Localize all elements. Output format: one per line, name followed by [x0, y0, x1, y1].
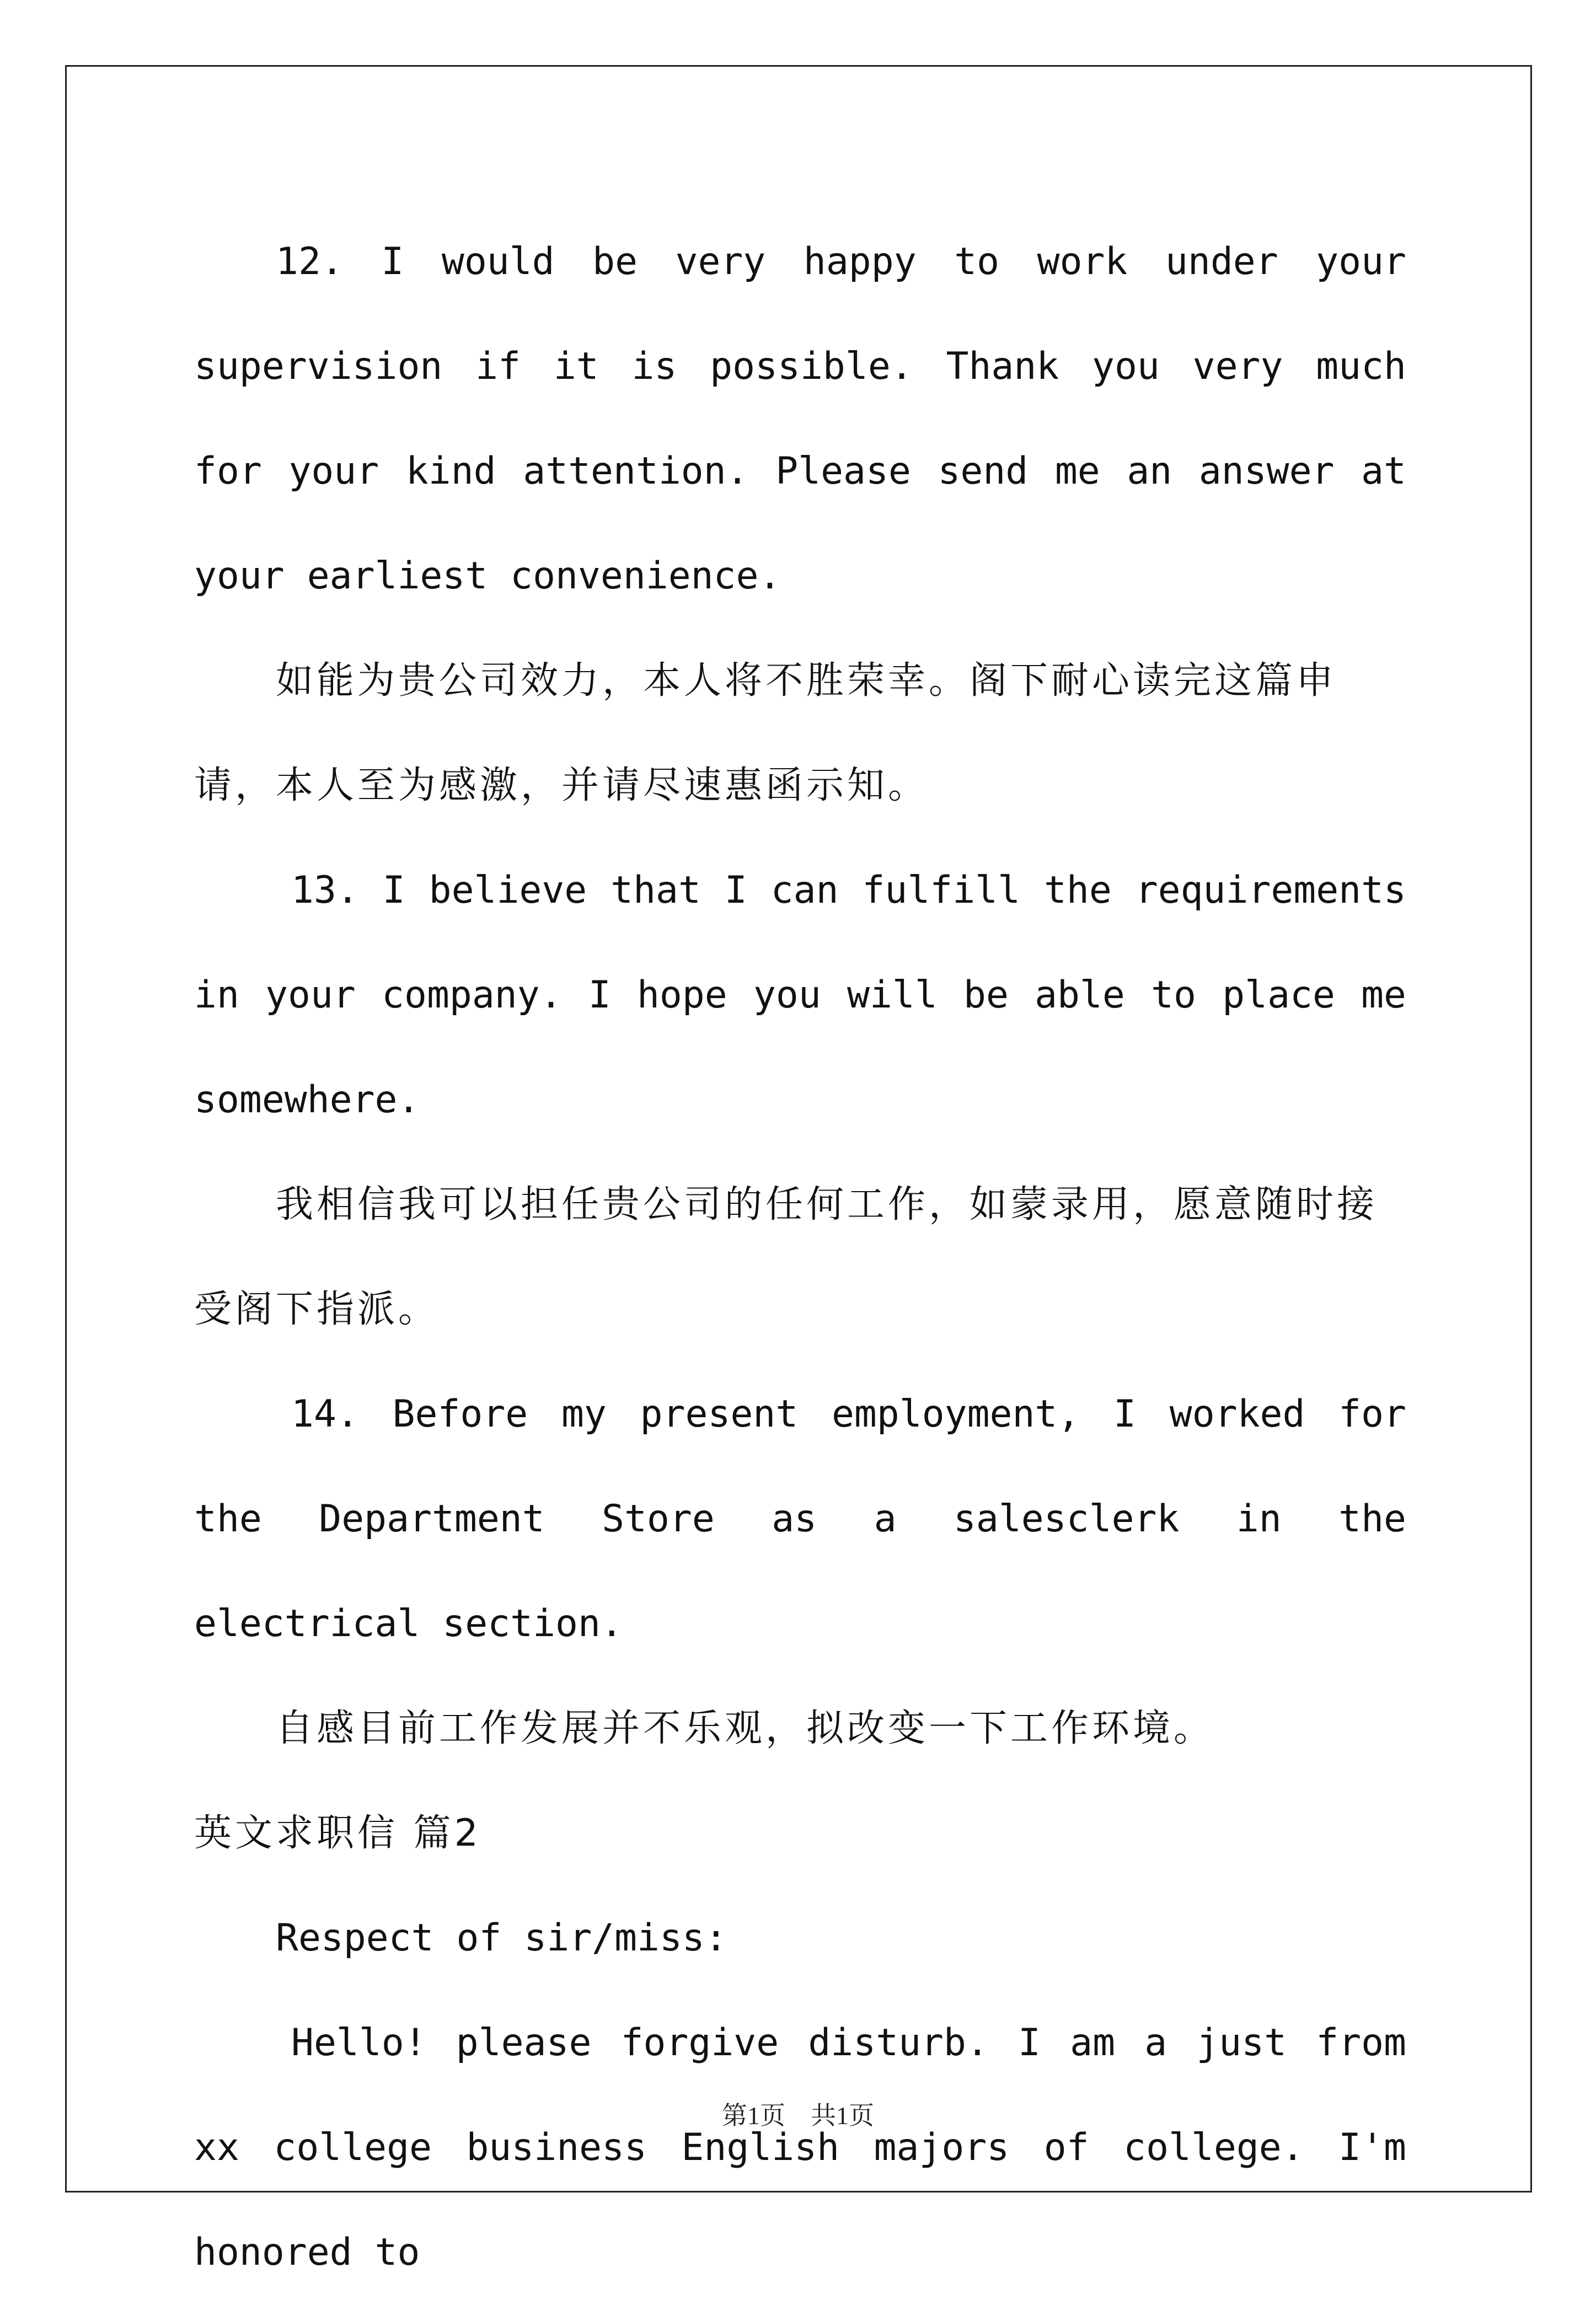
section-heading: 英文求职信 篇2 [194, 1811, 481, 1855]
document-body [194, 210, 1406, 2305]
paragraph-13-english: 13. I believe that I can fulfill the requirements in your company. I hope you will be able to place me somewhere. [194, 869, 1406, 1122]
page-number-footer: 第1页 共1页 [722, 2102, 874, 2130]
paragraph-12-english: 12. I would be very happy to work under your supervision if it is possible. Thank you very much for your kind attention. Please send me an answer at your earliest convenience. [194, 240, 1406, 598]
paragraph-14-chinese: 自感目前工作发展并不乐观，拟改变一下工作环境。 [276, 1707, 1215, 1750]
paragraph-13-chinese: 我相信我可以担任贵公司的任何工作，如蒙录用，愿意随时接受阁下指派。 [194, 1183, 1378, 1331]
salutation: Respect of sir/miss: [276, 1916, 727, 1960]
intro-paragraph: Hello! please forgive disturb. I am a just from xx college business English majors of college. I'm honored to [194, 2021, 1406, 2274]
paragraph-12-chinese: 如能为贵公司效力，本人将不胜荣幸。阁下耐心读完这篇申请，本人至为感激，并请尽速惠函示知。 [194, 659, 1337, 807]
paragraph-14-english: 14. Before my present employment, I worked for the Department Store as a salesclerk in the electrical section. [194, 1392, 1406, 1645]
